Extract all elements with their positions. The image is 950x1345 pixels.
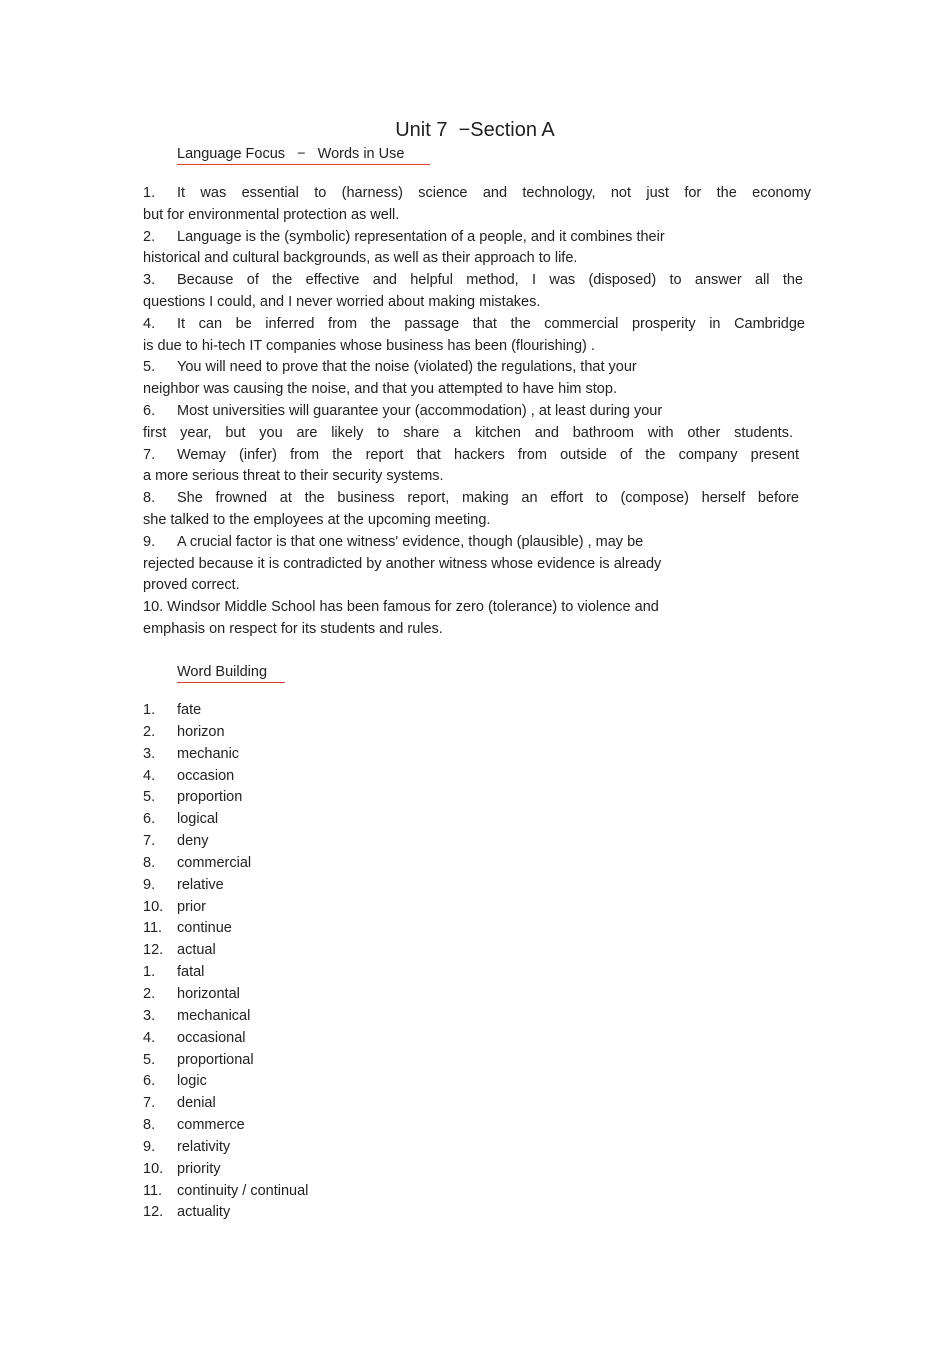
item-text-continued: but for environmental protection as well. bbox=[143, 206, 400, 223]
item-word: mechanical bbox=[177, 1007, 251, 1024]
item-number: 2. bbox=[143, 228, 156, 245]
item-text-continued: historical and cultural backgrounds, as well as their approach to life. bbox=[143, 250, 578, 267]
item-word: continue bbox=[177, 920, 232, 937]
exercise-item bbox=[143, 314, 811, 358]
item-number: 2. bbox=[143, 723, 156, 740]
item-text: It can be inferred from the passage that the commercial prosperity in Cambridge bbox=[177, 315, 805, 332]
item-text: It was essential to (harness) science and technology, not just for the economy bbox=[177, 185, 811, 201]
list-item bbox=[143, 984, 308, 1006]
list-item bbox=[143, 722, 308, 744]
list-item bbox=[143, 700, 308, 722]
list-item bbox=[143, 809, 308, 831]
item-text-continued: a more serious threat to their security systems. bbox=[143, 468, 444, 485]
page-title: Unit 7 −Section A bbox=[395, 119, 555, 141]
exercise-item bbox=[143, 270, 811, 314]
item-number: 1. bbox=[143, 964, 156, 981]
item-text-continued: emphasis on respect for its students and rules. bbox=[143, 620, 443, 637]
item-word: commercial bbox=[177, 854, 252, 871]
item-number: 9. bbox=[143, 876, 156, 893]
item-word: continuity / continual bbox=[177, 1182, 309, 1199]
item-number: 3. bbox=[143, 272, 156, 289]
item-number: 11. bbox=[143, 1182, 163, 1199]
item-number: 8. bbox=[143, 490, 156, 507]
item-number: 12. bbox=[143, 942, 164, 959]
list-item bbox=[143, 940, 308, 962]
list-item bbox=[143, 875, 308, 897]
item-number: 8. bbox=[143, 854, 156, 871]
item-number: 9. bbox=[143, 533, 156, 550]
item-text-continued: neighbor was causing the noise, and that you attempted to have him stop. bbox=[143, 381, 617, 398]
list-item bbox=[143, 1202, 308, 1224]
item-word: mechanic bbox=[177, 745, 240, 762]
word-building-list bbox=[143, 700, 308, 1224]
item-word: deny bbox=[177, 833, 209, 850]
item-text-continued: is due to hi-tech IT companies whose business has been (flourishing) . bbox=[143, 337, 595, 354]
list-item bbox=[143, 766, 308, 788]
item-number: 5. bbox=[143, 359, 156, 376]
item-word: prior bbox=[177, 898, 207, 915]
list-item bbox=[143, 1071, 308, 1093]
item-word: priority bbox=[177, 1160, 221, 1177]
list-item bbox=[143, 1050, 308, 1072]
item-text: Because of the effective and helpful method, I was (disposed) to answer all the bbox=[177, 272, 803, 289]
item-text-continued: she talked to the employees at the upcoming meeting. bbox=[143, 511, 491, 528]
list-item bbox=[143, 962, 308, 984]
item-word: relativity bbox=[177, 1138, 231, 1155]
list-item bbox=[143, 1137, 308, 1159]
item-word: occasion bbox=[177, 767, 235, 784]
words-in-use-list bbox=[143, 183, 811, 641]
list-item bbox=[143, 918, 308, 940]
item-number: 10. bbox=[143, 1160, 164, 1177]
item-word: proportional bbox=[177, 1051, 254, 1068]
item-number: 4. bbox=[143, 767, 156, 784]
item-text: Wemay (infer) from the report that hackers from outside of the company present bbox=[177, 446, 799, 463]
item-number: 3. bbox=[143, 1007, 156, 1024]
list-item bbox=[143, 1093, 308, 1115]
item-number: 5. bbox=[143, 789, 156, 806]
item-text-continued: rejected because it is contradicted by another witness whose evidence is already bbox=[143, 555, 662, 572]
exercise-item bbox=[143, 357, 811, 401]
item-number: 2. bbox=[143, 985, 156, 1002]
item-number: 6. bbox=[143, 811, 156, 828]
item-text-continued: first year, but you are likely to share a kitchen and bathroom with other students. bbox=[143, 424, 793, 441]
item-number: 4. bbox=[143, 1029, 156, 1046]
list-item bbox=[143, 787, 308, 809]
list-item bbox=[143, 1006, 308, 1028]
item-number: 6. bbox=[143, 1073, 156, 1090]
item-word: commerce bbox=[177, 1117, 245, 1134]
item-number: 1. bbox=[143, 702, 156, 718]
item-text: You will need to prove that the noise (violated) the regulations, that your bbox=[177, 359, 637, 376]
list-item bbox=[143, 1159, 308, 1181]
section-heading-word-building: Word Building bbox=[177, 663, 285, 683]
item-word: actual bbox=[177, 942, 216, 959]
section-heading-words-in-use: Language Focus − Words in Use bbox=[177, 145, 430, 165]
item-word: denial bbox=[177, 1095, 216, 1112]
exercise-item bbox=[143, 227, 811, 271]
list-item bbox=[143, 1181, 308, 1203]
list-item bbox=[143, 1115, 308, 1137]
exercise-item bbox=[143, 183, 811, 227]
item-number: 8. bbox=[143, 1117, 156, 1134]
item-word: logical bbox=[177, 811, 219, 828]
item-word: horizontal bbox=[177, 985, 240, 1002]
list-item bbox=[143, 744, 308, 766]
item-number: 10. bbox=[143, 599, 164, 616]
item-number: 1. bbox=[143, 185, 156, 201]
item-text-continued: proved correct. bbox=[143, 577, 240, 594]
item-word: fate bbox=[177, 702, 202, 718]
item-number: 12. bbox=[143, 1204, 164, 1221]
exercise-item bbox=[143, 532, 811, 597]
item-number: 11. bbox=[143, 920, 163, 937]
exercise-item bbox=[143, 488, 811, 532]
list-item bbox=[143, 897, 308, 919]
list-item bbox=[143, 1028, 308, 1050]
item-text: She frowned at the business report, making an effort to (compose) herself before bbox=[177, 490, 799, 507]
item-word: relative bbox=[177, 876, 224, 893]
item-text: Language is the (symbolic) representation of a people, and it combines their bbox=[177, 228, 665, 245]
list-item bbox=[143, 831, 308, 853]
item-text: Most universities will guarantee your (accommodation) , at least during your bbox=[177, 402, 663, 419]
item-word: horizon bbox=[177, 723, 225, 740]
item-number: 7. bbox=[143, 833, 156, 850]
list-item bbox=[143, 853, 308, 875]
item-word: proportion bbox=[177, 789, 243, 806]
item-word: logic bbox=[177, 1073, 207, 1090]
item-number: 5. bbox=[143, 1051, 156, 1068]
item-word: actuality bbox=[177, 1204, 231, 1221]
item-number: 7. bbox=[143, 1095, 156, 1112]
item-number: 6. bbox=[143, 402, 156, 419]
item-number: 9. bbox=[143, 1138, 156, 1155]
item-number: 7. bbox=[143, 446, 156, 463]
exercise-item bbox=[143, 445, 811, 489]
exercise-item bbox=[143, 401, 811, 445]
item-number: 10. bbox=[143, 898, 164, 915]
item-text: Windsor Middle School has been famous for zero (tolerance) to violence and bbox=[167, 599, 659, 616]
item-text: A crucial factor is that one witness' evidence, though (plausible) , may be bbox=[177, 533, 644, 550]
item-number: 4. bbox=[143, 315, 156, 332]
item-number: 3. bbox=[143, 745, 156, 762]
item-text-continued: questions I could, and I never worried about making mistakes. bbox=[143, 293, 541, 310]
exercise-item bbox=[143, 597, 811, 641]
item-word: occasional bbox=[177, 1029, 246, 1046]
item-word: fatal bbox=[177, 964, 205, 981]
